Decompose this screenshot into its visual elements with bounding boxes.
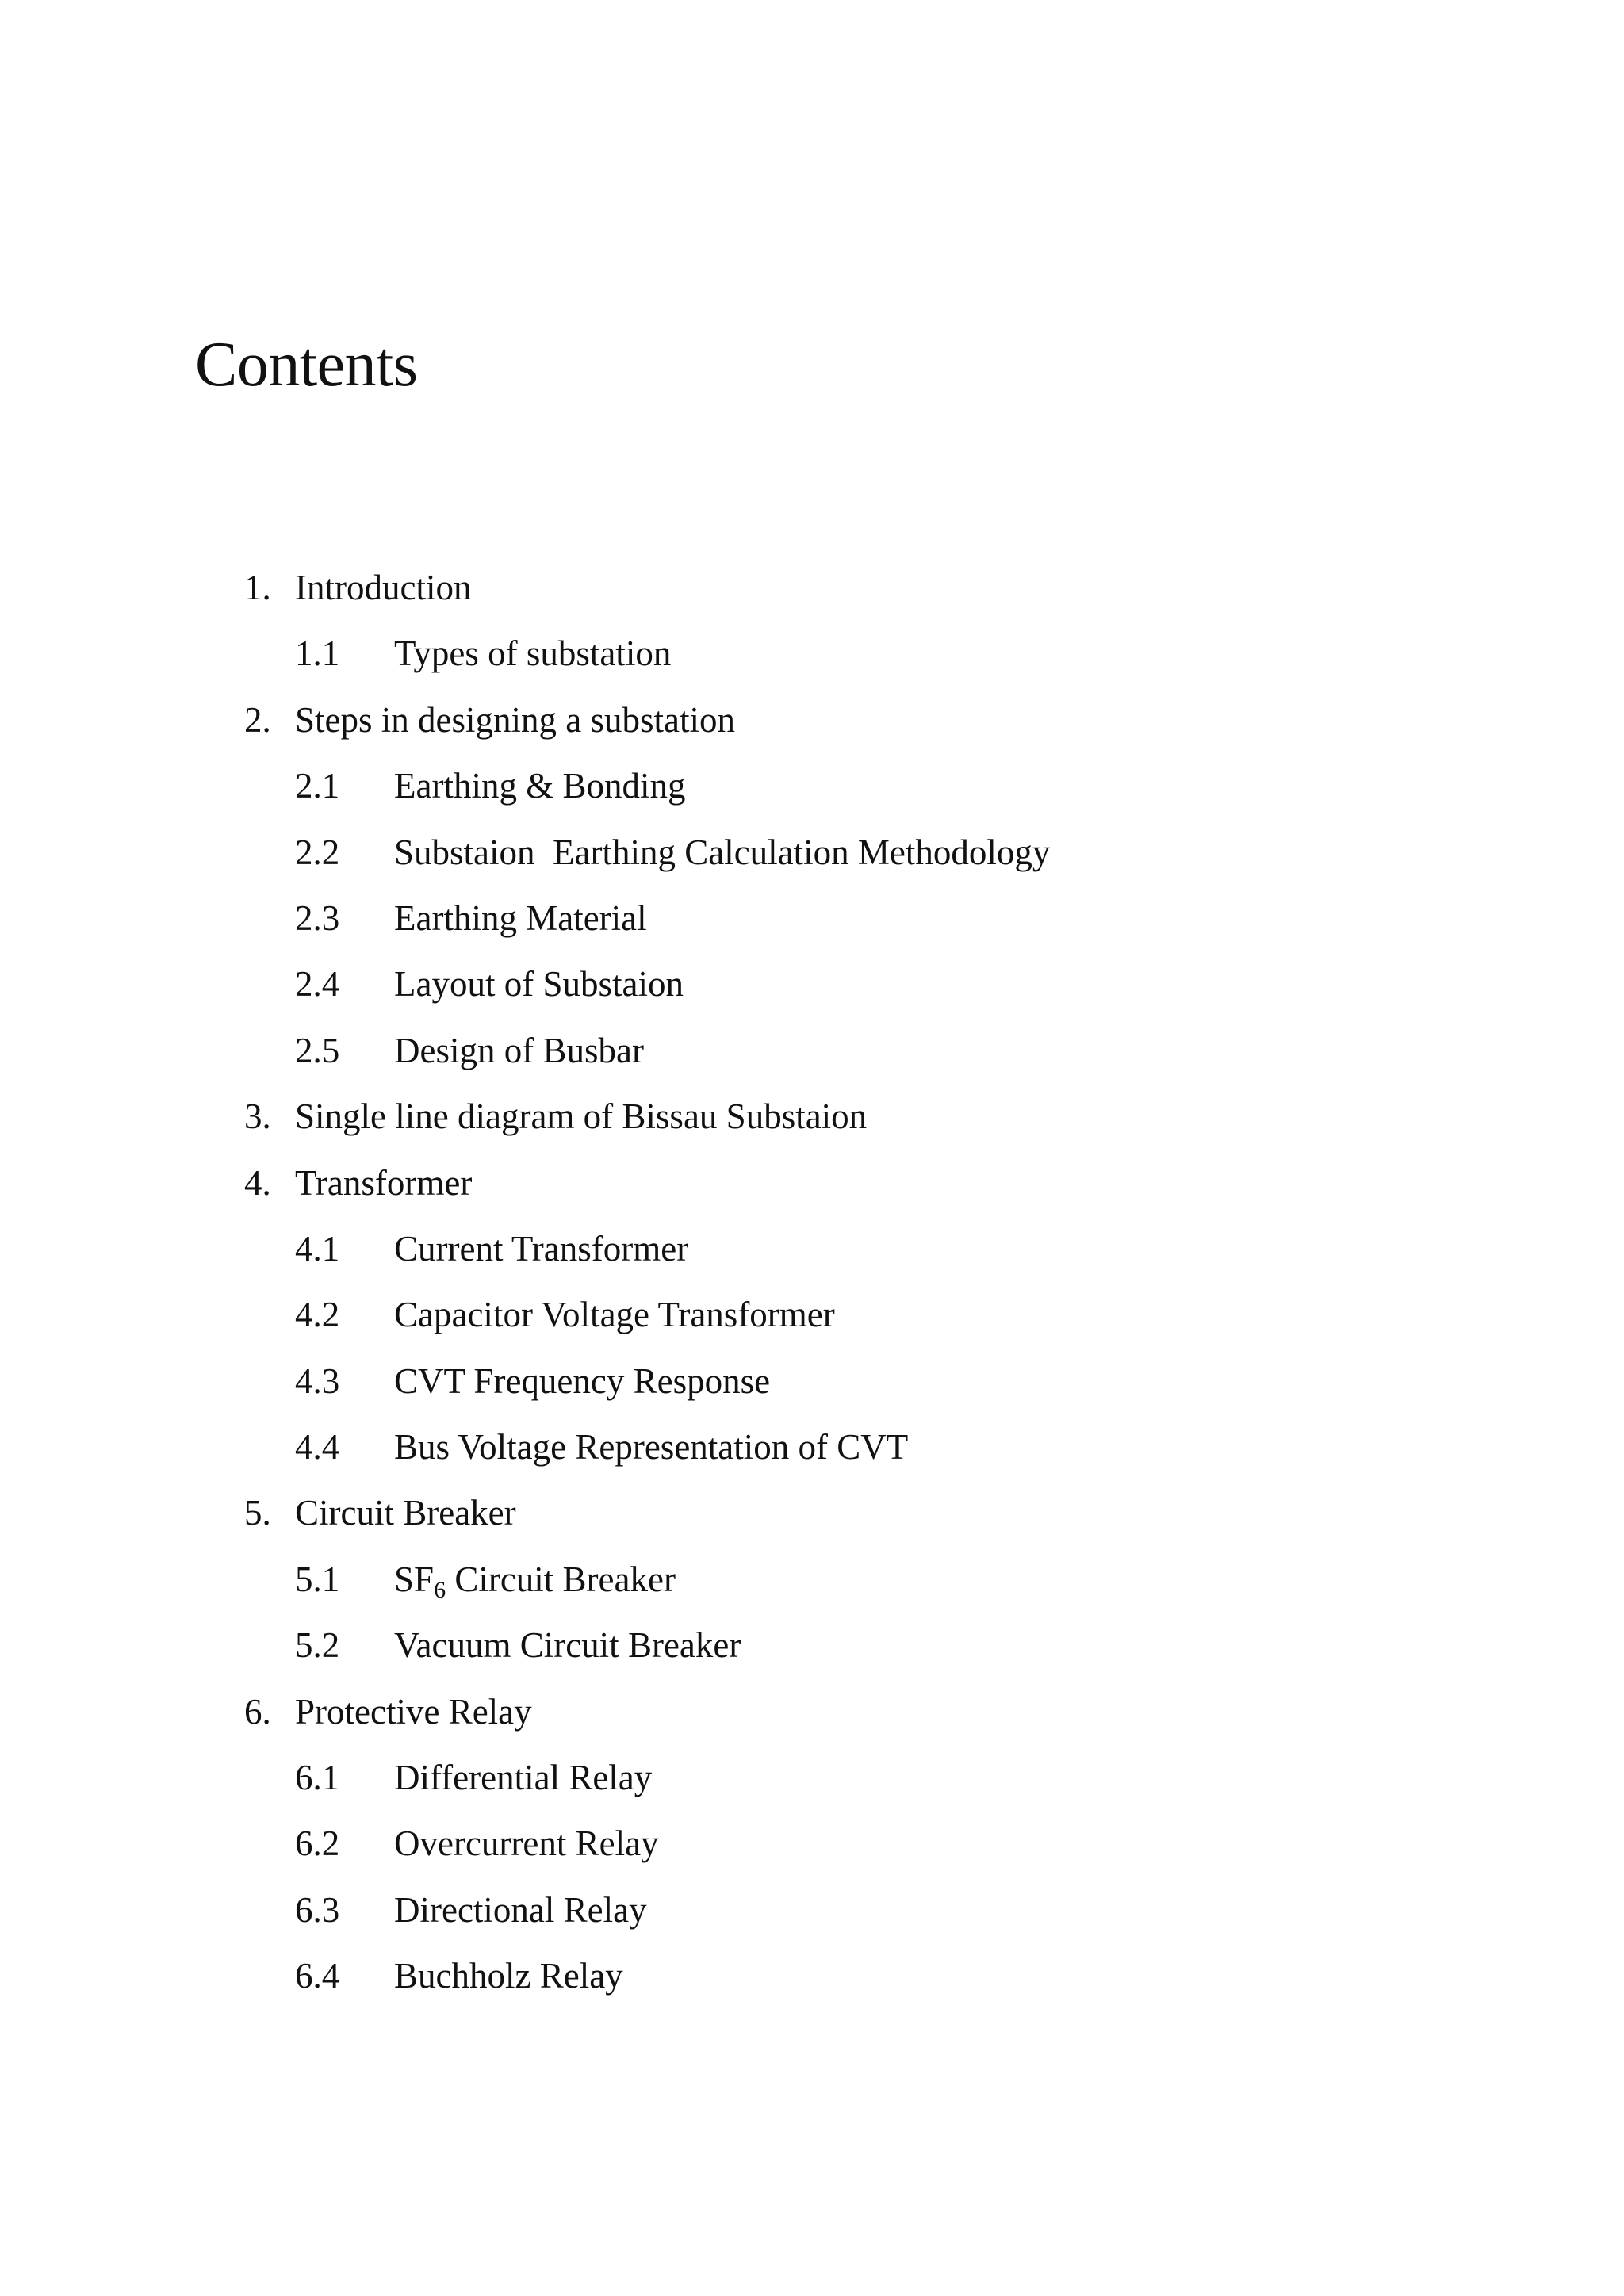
toc-entry-number: 2.2: [295, 832, 340, 872]
toc-entry-number: 5.2: [295, 1625, 340, 1666]
toc-entry-title: Vacuum Circuit Breaker: [394, 1625, 741, 1666]
toc-subentry: [0, 1877, 1624, 1943]
toc-entry: [0, 687, 1624, 753]
toc-entry-number: 1.1: [295, 633, 340, 674]
toc-entry-title: Design of Busbar: [394, 1030, 644, 1070]
toc-entry: [0, 1150, 1624, 1216]
toc-entry-title: Bus Voltage Representation of CVT: [394, 1427, 909, 1468]
toc-entry-title: Substaion Earthing Calculation Methodology: [394, 832, 1051, 872]
toc-entry-number: 4.3: [295, 1360, 340, 1401]
toc-subentry: [0, 1414, 1624, 1480]
toc-entry-number: 1.: [244, 568, 271, 607]
toc-entry-number: 5.: [244, 1493, 271, 1533]
toc-entry-title: Introduction: [295, 568, 472, 607]
toc-entry-number: 2.: [244, 699, 271, 740]
toc-entry-title-main: SF: [394, 1559, 435, 1599]
toc-entry-title: CVT Frequency Response: [394, 1360, 771, 1401]
table-of-contents: [0, 555, 1624, 2010]
toc-subentry: [0, 1349, 1624, 1414]
toc-entry-title: Transformer: [295, 1162, 473, 1203]
toc-entry: [0, 1084, 1624, 1150]
toc-entry-number: 2.1: [295, 766, 340, 806]
toc-subentry: [0, 1811, 1624, 1877]
toc-subentry: [0, 621, 1624, 687]
toc-entry-number: 6.2: [295, 1823, 340, 1864]
toc-entry-title: Overcurrent Relay: [394, 1823, 659, 1864]
toc-entry-number: 4.: [244, 1162, 271, 1203]
toc-entry-number: 5.1: [295, 1559, 340, 1599]
toc-entry-number: 3.: [244, 1096, 271, 1137]
toc-subentry: [0, 753, 1624, 819]
toc-entry-number: 4.2: [295, 1295, 340, 1335]
page-title: Contents: [195, 330, 418, 400]
toc-entry-title: Capacitor Voltage Transformer: [394, 1295, 835, 1335]
toc-entry-number: 6.1: [295, 1758, 340, 1798]
toc-entry-title: Steps in designing a substation: [295, 699, 735, 740]
toc-entry-title: Earthing & Bonding: [394, 766, 686, 806]
toc-entry-title: Differential Relay: [394, 1758, 653, 1798]
toc-subentry: [0, 886, 1624, 951]
toc-entry: [0, 1480, 1624, 1546]
toc-entry: [0, 555, 1624, 621]
toc-subentry: [0, 1547, 1624, 1613]
toc-entry-title: Protective Relay: [295, 1691, 532, 1732]
toc-entry-number: 4.1: [295, 1228, 340, 1269]
toc-subentry: [0, 951, 1624, 1017]
toc-entry-title: Buchholz Relay: [394, 1956, 623, 1996]
toc-subentry: [0, 1282, 1624, 1348]
toc-subentry: [0, 820, 1624, 886]
toc-entry-title: [394, 1547, 676, 1613]
toc-entry-title-subscript: 6: [434, 1576, 446, 1603]
toc-subentry: [0, 1216, 1624, 1282]
toc-entry-title: Directional Relay: [394, 1889, 647, 1930]
toc-subentry: [0, 1745, 1624, 1811]
toc-entry-number: 4.4: [295, 1427, 340, 1468]
toc-entry-title: Layout of Substaion: [394, 964, 684, 1004]
toc-subentry: [0, 1613, 1624, 1678]
toc-entry-number: 6.: [244, 1691, 271, 1732]
toc-entry-title: Single line diagram of Bissau Substaion: [295, 1096, 868, 1137]
toc-entry-number: 6.3: [295, 1889, 340, 1930]
toc-entry-number: 2.5: [295, 1030, 340, 1070]
toc-entry: [0, 1679, 1624, 1745]
toc-subentry: [0, 1018, 1624, 1084]
toc-entry-title: Circuit Breaker: [295, 1493, 516, 1533]
toc-entry-title: Types of substation: [394, 633, 672, 674]
toc-entry-number: 2.3: [295, 897, 340, 938]
toc-entry-title: Current Transformer: [394, 1228, 689, 1269]
toc-entry-number: 2.4: [295, 964, 340, 1004]
toc-entry-number: 6.4: [295, 1956, 340, 1996]
toc-subentry: [0, 1943, 1624, 2009]
toc-entry-title: Earthing Material: [394, 897, 647, 938]
toc-entry-title-rest: Circuit Breaker: [446, 1559, 676, 1599]
